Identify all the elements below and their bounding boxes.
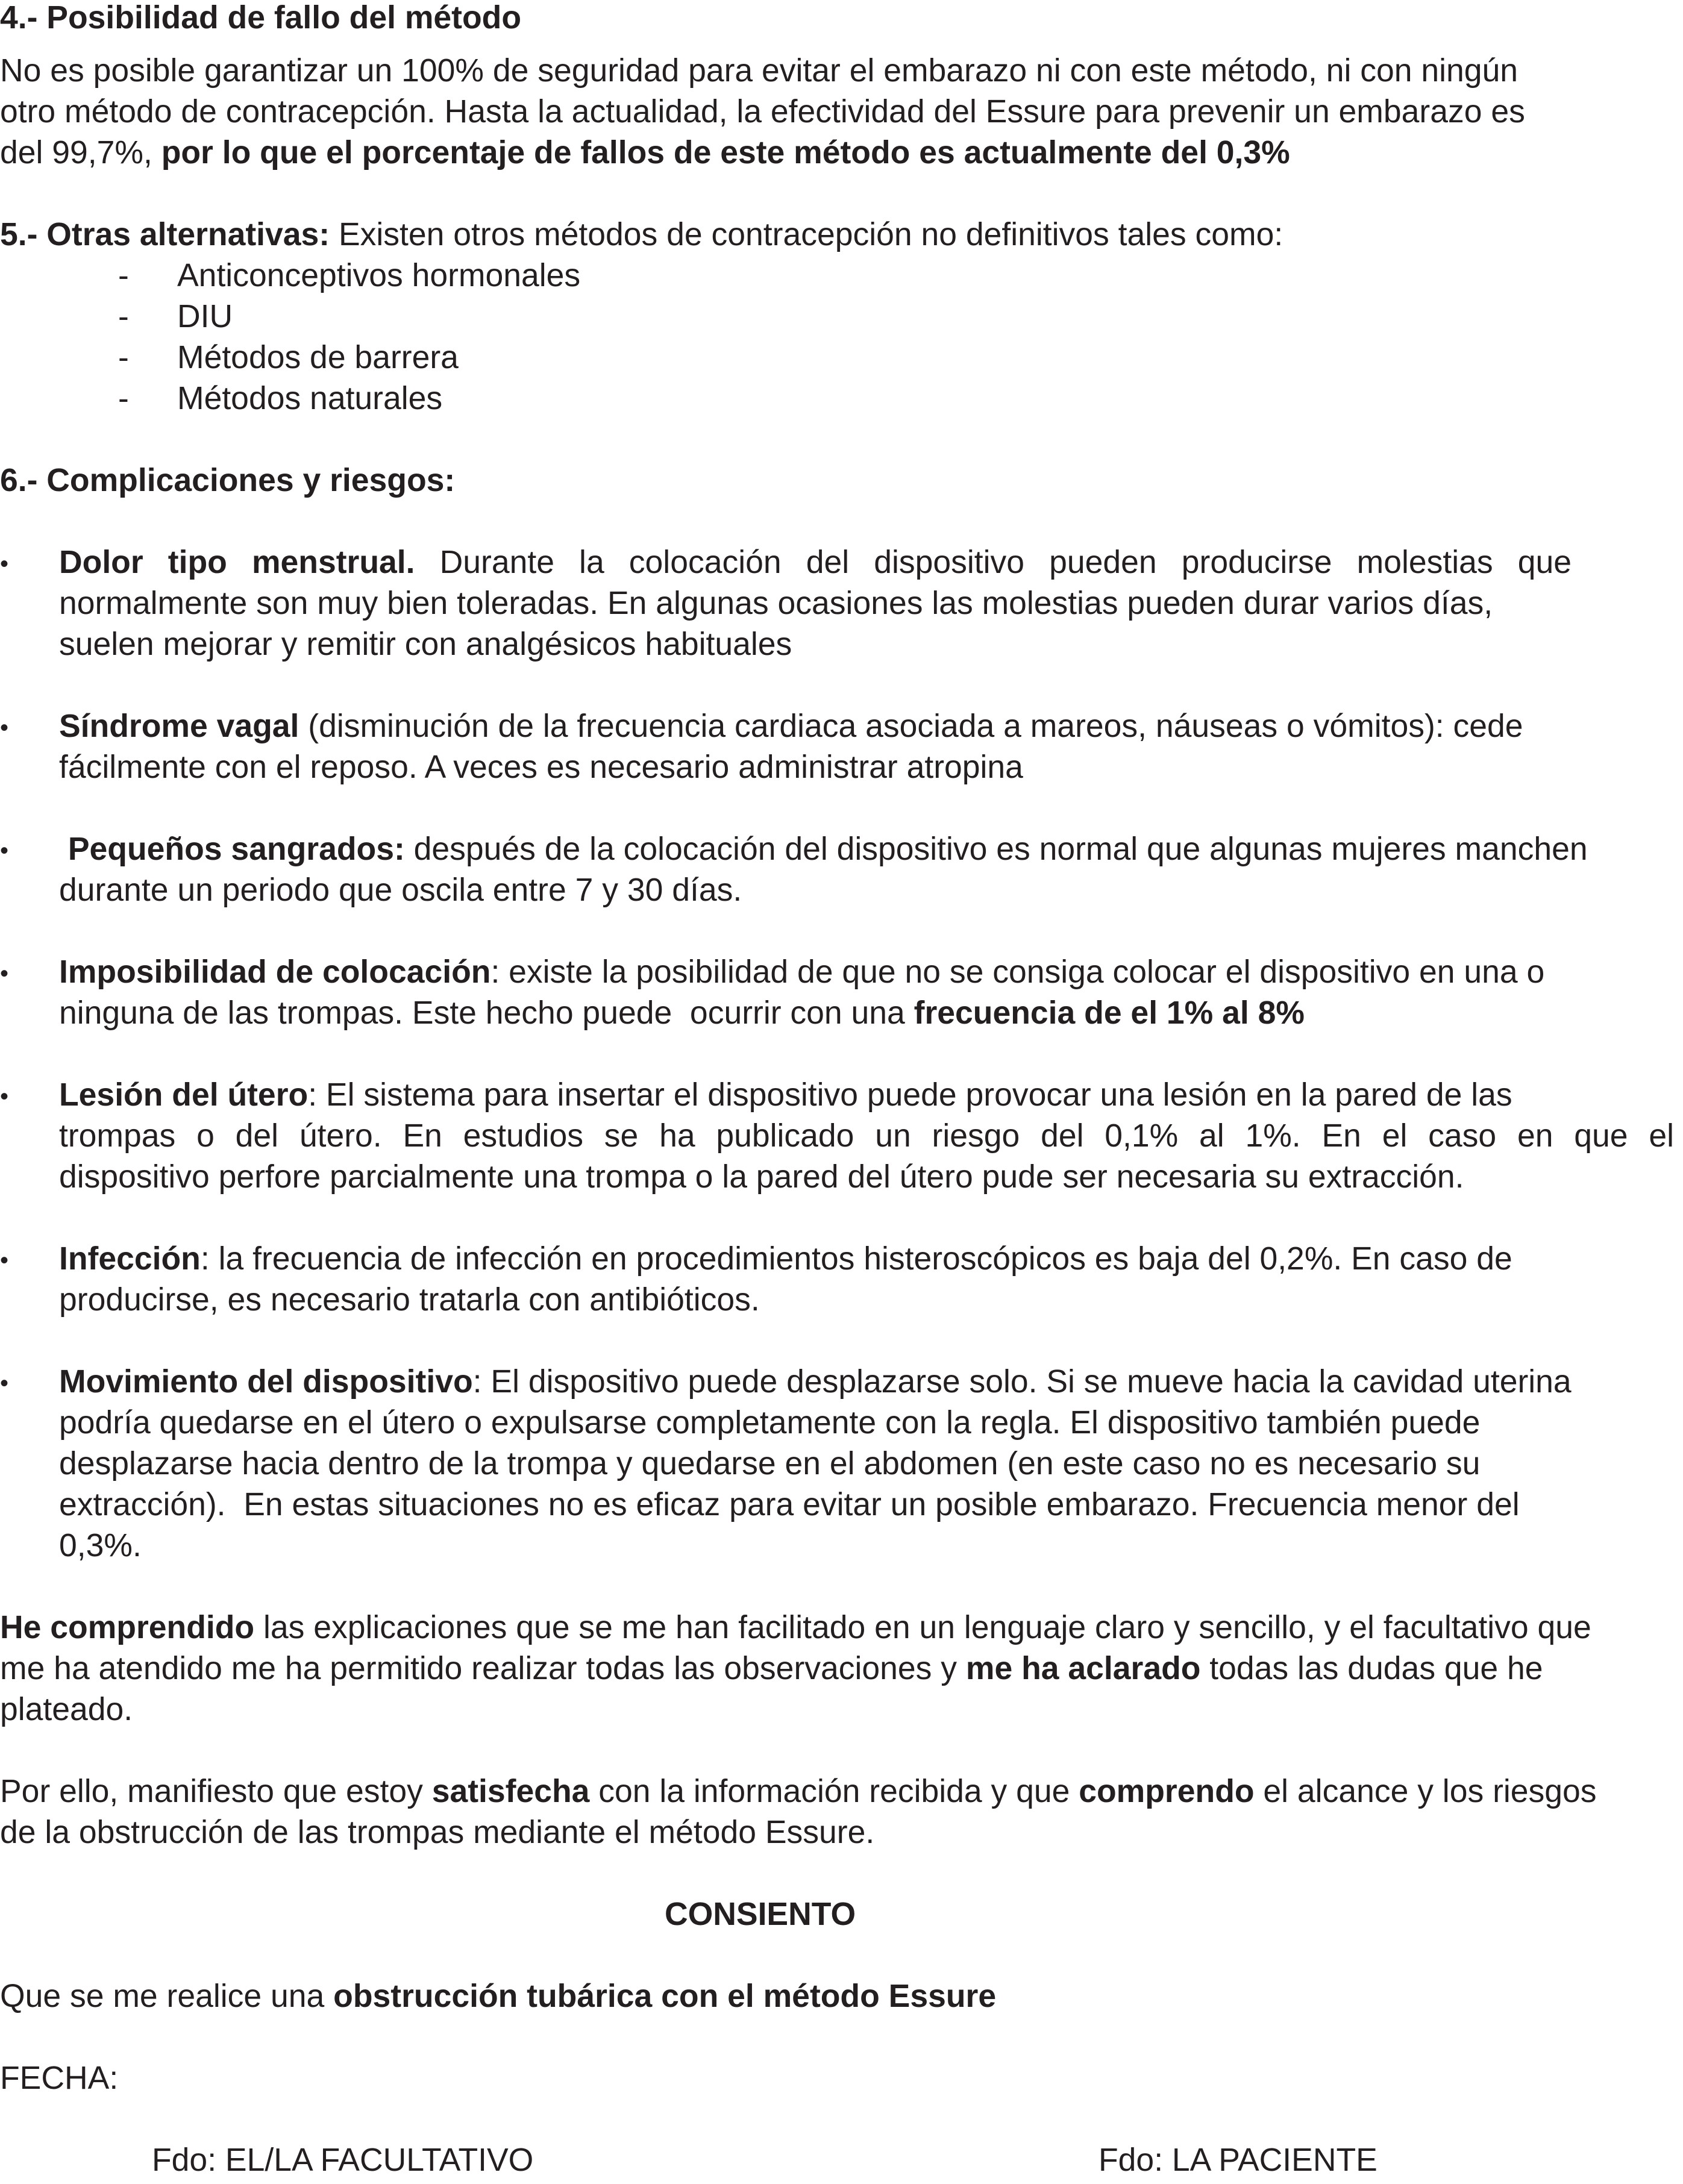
- bullet-imposibilidad-text-2: ninguna de las trompas. Este hecho puede ocurrir con una: [59, 995, 914, 1031]
- section-4-failure-rate: por lo que el porcentaje de fallos de este método es actualmente del 0,3%: [161, 135, 1290, 171]
- satisfaction-text-e: el alcance y los riesgos: [1254, 1774, 1597, 1809]
- list-item-label: Métodos de barrera: [177, 340, 459, 375]
- list-item-label: DIU: [177, 299, 233, 334]
- dash-marker: -: [118, 381, 129, 416]
- list-item: [118, 337, 129, 378]
- bullet-movimiento: [59, 1362, 1572, 1566]
- bullet-infeccion-line-1: [59, 1239, 1512, 1280]
- bullet-dolor-marker: •: [0, 551, 9, 577]
- comprehension-line-2: [0, 1648, 1591, 1689]
- dash-marker: -: [118, 299, 129, 334]
- list-item: [118, 255, 129, 296]
- satisfaction-text-a: Por ello, manifiesto que estoy: [0, 1774, 432, 1809]
- bullet-imposibilidad-line-1: [59, 952, 1544, 993]
- satisfaction-line-2: de la obstrucción de las trompas mediante el método Essure.: [0, 1815, 875, 1850]
- bullet-infeccion-marker: •: [0, 1247, 9, 1274]
- bullet-sangrados-text: después de la colocación del dispositivo es normal que algunas mujeres manchen: [404, 831, 1588, 867]
- section-4-line-1: No es posible garantizar un 100% de seguridad para evitar el embarazo ni con este método, ni con ningún: [0, 53, 1518, 89]
- bullet-vagal-marker: •: [0, 715, 9, 741]
- bullet-imposibilidad-line-2: [59, 993, 1544, 1034]
- bullet-dolor-text: Durante la colocación del dispositivo pueden producirse molestias que: [415, 545, 1572, 580]
- bullet-lesion-text: : El sistema para insertar el dispositivo puede provocar una lesión en la pared de las: [308, 1077, 1512, 1113]
- section-5-heading: 5.- Otras alternativas:: [0, 217, 330, 252]
- bullet-vagal: [59, 706, 1523, 788]
- bullet-infeccion: [59, 1239, 1512, 1321]
- section-6-heading: 6.- Complicaciones y riesgos:: [0, 463, 456, 498]
- comprehension-text-2c: todas las dudas que he: [1200, 1651, 1543, 1686]
- bullet-sangrados-title: Pequeños sangrados:: [59, 831, 405, 867]
- list-item-label: Métodos naturales: [177, 381, 443, 416]
- signature-facultativo: Fdo: EL/LA FACULTATIVO: [152, 2142, 534, 2178]
- bullet-lesion-title: Lesión del útero: [59, 1077, 309, 1113]
- comprehension-text-1: las explicaciones que se me han facilitado en un lenguaje claro y sencillo, y el facultativo que: [254, 1610, 1591, 1645]
- bullet-infeccion-line-2: producirse, es necesario tratarla con antibióticos.: [59, 1282, 760, 1318]
- bullet-imposibilidad: [59, 952, 1544, 1034]
- bullet-movimiento-text: : El dispositivo puede desplazarse solo. Si se mueve hacia la cavidad uterina: [472, 1364, 1572, 1400]
- bullet-lesion: [59, 1075, 1674, 1198]
- bullet-movimiento-line-5: 0,3%.: [59, 1528, 142, 1563]
- comprehension-text-2a: me ha atendido me ha permitido realizar todas las observaciones y: [0, 1651, 966, 1686]
- signature-paciente: Fdo: LA PACIENTE: [1098, 2142, 1377, 2178]
- bullet-sangrados-line-2: durante un periodo que oscila entre 7 y 30 días.: [59, 872, 742, 908]
- list-item: [118, 296, 129, 337]
- bullet-vagal-text: (disminución de la frecuencia cardiaca asociada a mareos, náuseas o vómitos): cede: [299, 709, 1523, 744]
- bullet-sangrados-line-1: [59, 829, 1588, 870]
- section-4-line-3: [0, 133, 1627, 174]
- bullet-imposibilidad-marker: •: [0, 960, 9, 987]
- bullet-dolor-line-2: normalmente son muy bien toleradas. En algunas ocasiones las molestias pueden durar varios días,: [59, 586, 1493, 621]
- comprehension-paragraph: [0, 1607, 1591, 1730]
- comprehension-aclarado: me ha aclarado: [965, 1651, 1201, 1686]
- bullet-sangrados-marker: •: [0, 837, 9, 864]
- bullet-lesion-marker: •: [0, 1083, 9, 1110]
- consent-procedure: obstrucción tubárica con el método Essure: [333, 1979, 997, 2014]
- bullet-movimiento-marker: •: [0, 1370, 9, 1397]
- section-4-body: [0, 51, 1627, 174]
- bullet-movimiento-title: Movimiento del dispositivo: [59, 1364, 473, 1400]
- bullet-imposibilidad-text: : existe la posibilidad de que no se consiga colocar el dispositivo en una o: [490, 954, 1545, 990]
- bullet-infeccion-title: Infección: [59, 1241, 201, 1277]
- bullet-lesion-line-1: [59, 1075, 1674, 1116]
- comprehension-line-3: plateado.: [0, 1692, 133, 1727]
- bullet-movimiento-line-1: [59, 1362, 1572, 1403]
- section-5-intro: [0, 214, 1283, 255]
- bullet-imposibilidad-frequency: frecuencia de el 1% al 8%: [914, 995, 1305, 1031]
- bullet-infeccion-text: : la frecuencia de infección en procedimientos histeroscópicos es baja del 0,2%. En caso de: [200, 1241, 1512, 1277]
- satisfaction-text-c: con la información recibida y que: [589, 1774, 1079, 1809]
- satisfaction-comprendo: comprendo: [1079, 1774, 1255, 1809]
- bullet-movimiento-line-3: desplazarse hacia dentro de la trompa y quedarse en el abdomen (en este caso no es necesario su: [59, 1446, 1481, 1482]
- bullet-movimiento-line-2: podría quedarse en el útero o expulsarse completamente con la regla. El dispositivo también puede: [59, 1405, 1481, 1441]
- bullet-dolor-line-1: [59, 542, 1572, 583]
- section-4-line-2: otro método de contracepción. Hasta la actualidad, la efectividad del Essure para prevenir un embarazo es: [0, 94, 1525, 130]
- consent-statement-text: Que se me realice una: [0, 1979, 334, 2014]
- dash-marker: -: [118, 340, 129, 375]
- comprehension-line-1: [0, 1607, 1591, 1648]
- bullet-vagal-title: Síndrome vagal: [59, 709, 299, 744]
- satisfaction-satisfecha: satisfecha: [431, 1774, 590, 1809]
- bullet-imposibilidad-title: Imposibilidad de colocación: [59, 954, 491, 990]
- bullet-sangrados: [59, 829, 1588, 911]
- bullet-vagal-line-2: fácilmente con el reposo. A veces es necesario administrar atropina: [59, 749, 1023, 785]
- bullet-lesion-line-3: dispositivo perfore parcialmente una trompa o la pared del útero pude ser necesaria su extracción.: [59, 1159, 1464, 1195]
- bullet-lesion-line-2: trompas o del útero. En estudios se ha publicado un riesgo del 0,1% al 1%. En el caso en que el: [59, 1118, 1674, 1154]
- date-label: FECHA:: [0, 2060, 119, 2096]
- comprehension-title: He comprendido: [0, 1610, 255, 1645]
- list-item: [118, 378, 129, 419]
- section-4-line-3-text: del 99,7%,: [0, 135, 161, 171]
- section-5-intro-text: Existen otros métodos de contracepción no definitivos tales como:: [330, 217, 1283, 252]
- satisfaction-line-1: [0, 1771, 1597, 1812]
- bullet-dolor-title: Dolor tipo menstrual.: [59, 545, 415, 580]
- consent-title: CONSIENTO: [665, 1897, 856, 1932]
- bullet-dolor-line-3: suelen mejorar y remitir con analgésicos habituales: [59, 627, 792, 662]
- section-4-heading: 4.- Posibilidad de fallo del método: [0, 0, 522, 36]
- consent-statement: [0, 1976, 996, 2017]
- bullet-movimiento-line-4: extracción). En estas situaciones no es eficaz para evitar un posible embarazo. Frecuencia menor del: [59, 1487, 1520, 1522]
- dash-marker: -: [118, 258, 129, 293]
- bullet-dolor: [59, 542, 1572, 665]
- satisfaction-paragraph: [0, 1771, 1597, 1853]
- bullet-vagal-line-1: [59, 706, 1523, 747]
- list-item-label: Anticonceptivos hormonales: [177, 258, 581, 293]
